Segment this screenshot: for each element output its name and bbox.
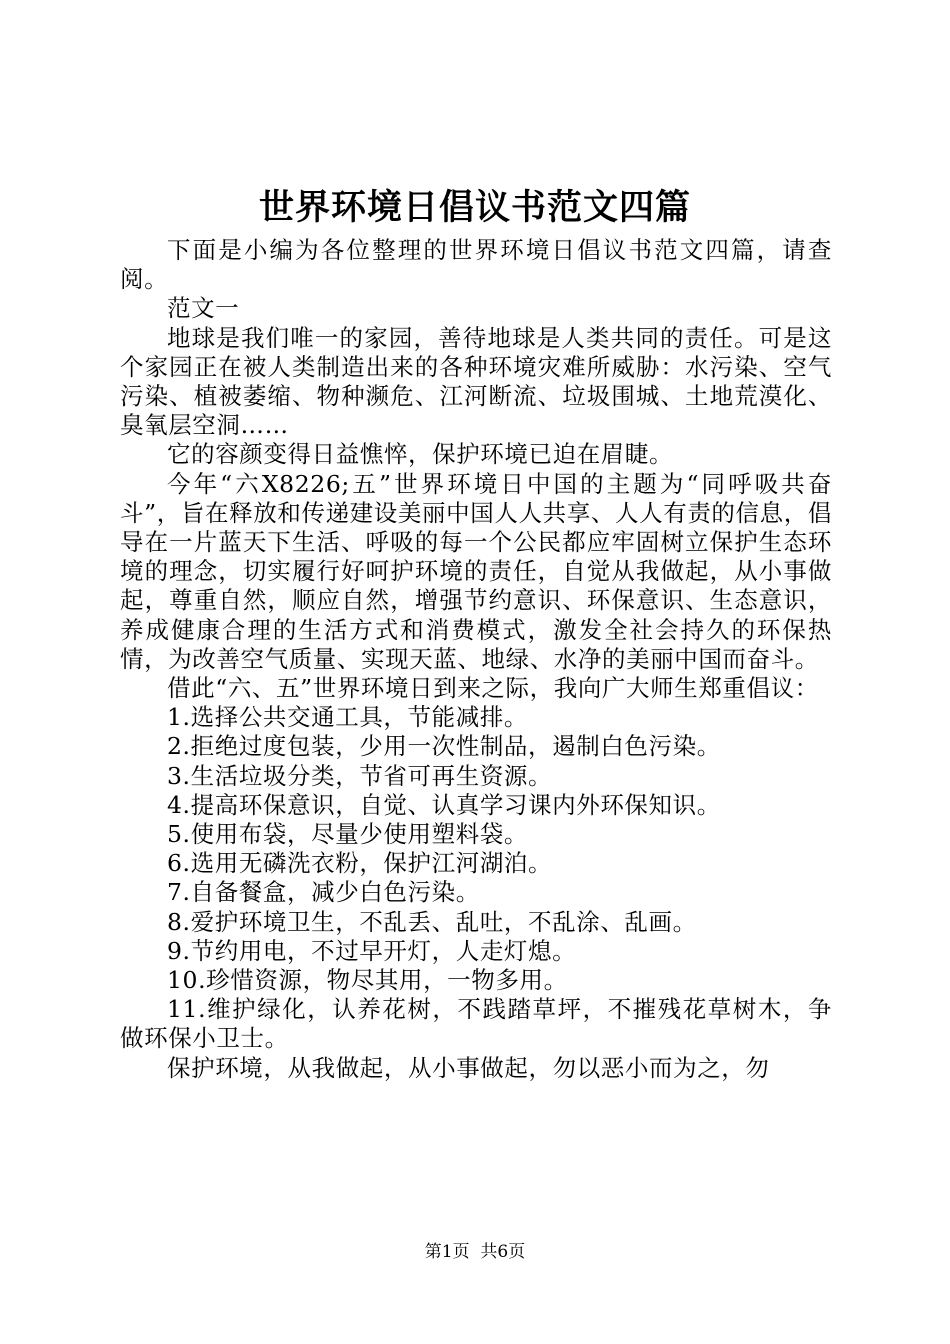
list-item: 2.拒绝过度包装，少用一次性制品，遏制白色污染。 — [167, 732, 721, 761]
list-item: 9.节约用电，不过早开灯，人走灯熄。 — [167, 936, 577, 965]
section-heading: 范文一 — [167, 294, 240, 323]
page-footer: 第1页 共6页 — [424, 1242, 526, 1262]
document-title: 世界环境日倡议书范文四篇 — [258, 187, 691, 228]
body-paragraph: 保护环境，从我做起，从小事做起，勿以恶小而为之，勿 — [167, 1053, 770, 1082]
body-paragraph: 它的容颜变得日益憔悴，保护环境已迫在眉睫。 — [167, 440, 674, 469]
body-paragraph: 借此“六、五”世界环境日到来之际，我向广大师生郑重倡议： — [167, 674, 819, 703]
body-paragraph: 地球是我们唯一的家园，善待地球是人类共同的责任。可是这个家园正在被人类制造出来的各种环境灾难所威胁：水污染、空气污染、植被萎缩、物种濒危、江河断流、垃圾围城、土地荒漠化、臭氧层空洞…… — [120, 323, 832, 440]
document-body — [120, 236, 832, 1083]
list-item: 6.选用无磷洗衣粉，保护江河湖泊。 — [167, 849, 553, 878]
list-item: 5.使用布袋，尽量少使用塑料袋。 — [167, 820, 529, 849]
list-item: 10.珍惜资源，物尽其用，一物多用。 — [167, 966, 568, 995]
intro-paragraph: 下面是小编为各位整理的世界环境日倡议书范文四篇，请查阅。 — [120, 236, 832, 294]
list-item: 11.维护绿化，认养花树，不践踏草坪，不摧残花草树木，争做环保小卫士。 — [120, 995, 832, 1053]
list-item: 8.爱护环境卫生，不乱丢、乱吐，不乱涂、乱画。 — [167, 907, 697, 936]
body-paragraph: 今年“六X8226;五”世界环境日中国的主题为“同呼吸共奋斗”，旨在释放和传递建设美丽中国人人共享、人人有责的信息，倡导在一片蓝天下生活、呼吸的每一个公民都应牢固树立保护生态环境的理念，切实履行好呵护环境的责任，自觉从我做起，从小事做起，尊重自然，顺应自然，增强节约意识、环保意识、生态意识，养成健康合理的生活方式和消费模式，激发全社会持久的环保热情，为改善空气质量、实现天蓝、地绿、水净的美丽中国而奋斗。 — [120, 469, 832, 673]
list-item: 4.提高环保意识，自觉、认真学习课内外环保知识。 — [167, 790, 721, 819]
list-item: 7.自备餐盒，减少白色污染。 — [167, 878, 480, 907]
list-item: 3.生活垃圾分类，节省可再生资源。 — [167, 761, 553, 790]
list-item: 1.选择公共交通工具，节能减排。 — [167, 703, 529, 732]
